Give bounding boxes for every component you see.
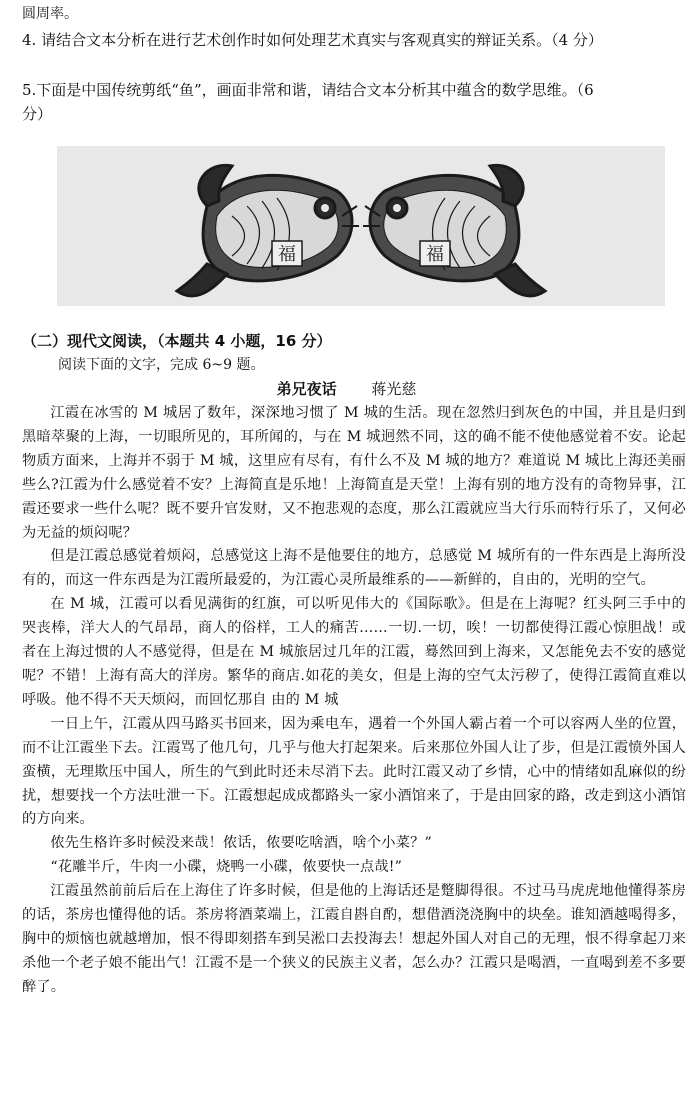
question-5-line1: 5.下面是中国传统剪纸“鱼”，画面非常和谐，请结合文本分析其中蕴含的数学思维。（6 [22,81,594,99]
question-5-line2: 分） [22,105,53,123]
prev-question-tail: 圆周率。 [22,6,78,22]
article-paragraph: 一日上午，江霞从四马路买书回来，因为乘电车，遇着一个外国人霸占着一个可以容两人坐的位置，而不让江霞坐下去。江霞骂了他几句，几乎与他大打起架来。后来那位外国人让了步，但是江霞愤外国人蛮横，无理欺压中国人，所生的气到此时还未尽消下去。此时江霞又动了乡情，心中的情绪如乱麻似的纷扰，想要找一个方法吐泄一下。江霞想起成成都路头一家小酒馆来了，于是由回家的路，改走到这小酒馆的方向来。 [22,715,686,828]
left-fish-image [177,165,359,296]
article-paragraph: 但是江霞总感觉着烦闷，总感觉这上海不是他要住的地方，总感觉 M 城所有的一件东西是上海所没有的，而这一件东西是为江霞所最爱的，为江霞心灵所最维系的——新鲜的，自由的，光明的空气。 [22,548,686,589]
reading-instruction: 阅读下面的文字，完成 6~9 题。 [58,357,265,373]
article-paragraph: 江霞在冰雪的 M 城居了数年，深深地习惯了 M 城的生活。现在忽然归到灰色的中国，并且是归到黑暗萃聚的上海，一切眼所见的，耳所闻的，与在 M 城迥然不同，这的确不能不使他感觉着不安。论起物质方面来，上海并不弱于 M 城，这里应有尽有，有什么不及 M 城的地方？难道说 M 城比上海还美丽些么?江霞为什么感觉着不安？上海简直是乐地！上海简直是天堂！上海有别的地方没有的奇物异事，江霞还要求一些什么呢？既不要升官发财，又不抱悲观的态度，那么江霞就应当大行乐而特行乐了，又何必为无益的烦闷呢？ [22,405,686,541]
question-4: 4. 请结合文本分析在进行艺术创作时如何处理艺术真实与客观真实的辩证关系。（4 分） [22,31,603,49]
article-body [22,402,686,1000]
paper-cut-fish-illustration [57,146,665,306]
article-paragraph: 在 M 城，江霞可以看见满街的红旗，可以听见伟大的《国际歌》。但是在上海呢？红头阿三手中的哭丧棒，洋大人的气昂昂，商人的俗样，工人的痛苦……一切.一切，唉！一切都使得江霞心惊胆战！或者在上海过惯的人不感觉得，但是在 M 城旅居过几年的江霞，蓦然回到上海来，又怎能免去不安的感觉呢？不错！上海有高大的洋房。繁华的商店.如花的美女，但是上海的空气太污秽了，使得江霞简直难以呼吸。他不得不天天烦闷，而回忆那自 由的 M 城 [22,596,686,708]
article-paragraph: 侬先生格许多时候没来哉！侬话，侬要吃啥酒，啥个小菜？” [50,835,432,852]
right-fish-glyph: 福 [426,244,444,265]
article-paragraph: “花雕半斤，牛肉一小碟，烧鸭一小碟，侬要快一点哉!” [50,859,403,876]
article-author: 蒋光慈 [371,380,417,398]
article-title-row [0,378,693,399]
article-paragraph: 江霞虽然前前后后在上海住了许多时候，但是他的上海话还是蹩脚得很。不过马马虎虎地他懂得茶房的话，茶房也懂得他的话。茶房将酒菜端上，江霞自斟自酌，想借酒浇浇胸中的块垒。谁知酒越喝得多，胸中的烦恼也就越增加，恨不得即刻搭车到吴淞口去投海去！想起外国人对自己的无理，恨不得拿起刀来杀他一个老子娘不能出气！江霞不是一个狭义的民族主义者，怎么办？江霞只是喝酒，一直喝到差不多要醉了。 [22,883,686,995]
paper-cut-fish-figure [57,146,665,306]
section-heading: （二）现代文阅读，（本题共 4 小题，16 分） [22,332,332,350]
article-title: 弟兄夜话 [276,380,337,398]
left-fish-glyph: 福 [278,244,296,265]
right-fish-image [363,165,545,296]
